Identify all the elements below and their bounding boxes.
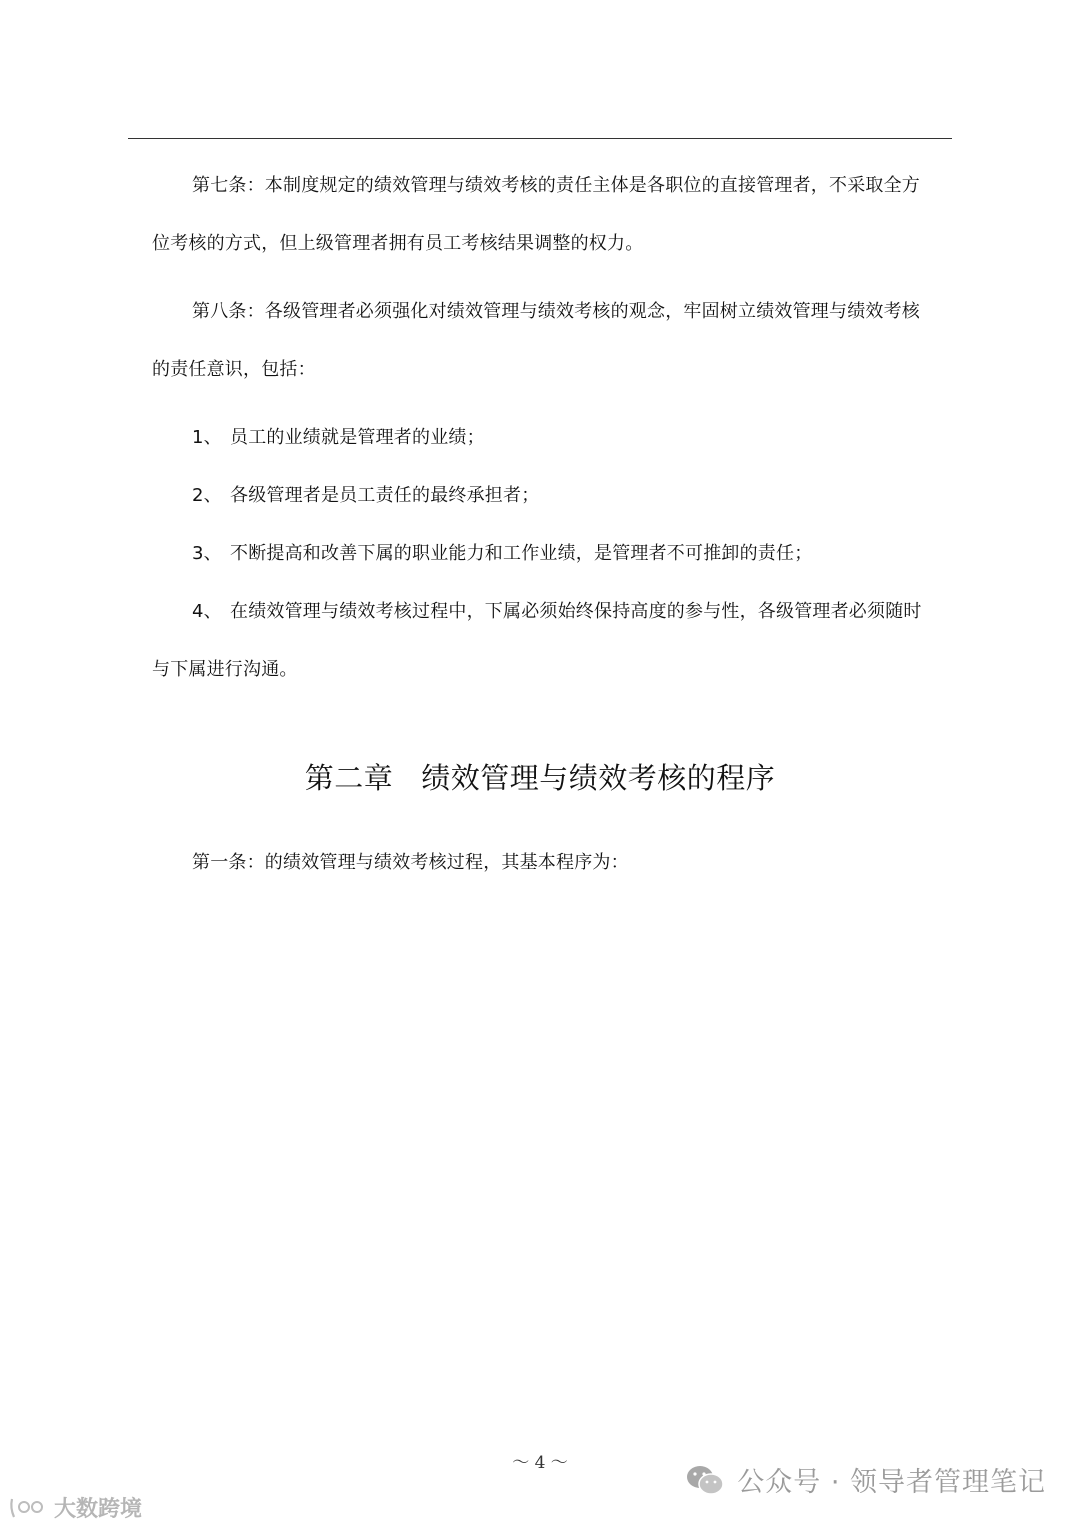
wechat-watermark <box>685 1460 1046 1499</box>
header-rule <box>128 138 952 139</box>
list-item <box>152 525 932 583</box>
list-item-number: 3、 <box>192 543 222 564</box>
chapter-title: 绩效管理与绩效考核的程序 <box>421 761 776 795</box>
list-item-number: 2、 <box>192 485 222 506</box>
list-item-number: 4、 <box>192 601 222 622</box>
article-8-paragraph: 第八条：各级管理者必须强化对绩效管理与绩效考核的观念，牢固树立绩效管理与绩效考核的责任意识，包括： <box>152 301 920 380</box>
bigdata-logo-icon <box>8 1495 48 1521</box>
article-1-paragraph: 第一条：的绩效管理与绩效考核过程，其基本程序为： <box>192 852 629 873</box>
list-item-text: 员工的业绩就是管理者的业绩； <box>230 427 485 448</box>
list-item-text: 不断提高和改善下属的职业能力和工作业绩，是管理者不可推卸的责任； <box>230 543 813 564</box>
list-item <box>152 409 932 467</box>
list-item-text: 在绩效管理与绩效考核过程中，下属必须始终保持高度的参与性，各级管理者必须随时与下属进行沟通。 <box>152 601 922 680</box>
list-item <box>152 467 932 525</box>
article-7-paragraph: 第七条：本制度规定的绩效管理与绩效考核的责任主体是各职位的直接管理者，不采取全方位考核的方式，但上级管理者拥有员工考核结果调整的权力。 <box>152 175 920 254</box>
list-item-number: 1、 <box>192 427 222 448</box>
wechat-account-text: 公众号 · 领导者管理笔记 <box>737 1467 1046 1498</box>
wechat-icon <box>685 1463 725 1497</box>
site-logo-text: 大数跨境 <box>54 1497 143 1522</box>
list-item-text: 各级管理者是员工责任的最终承担者； <box>230 485 540 506</box>
chapter-heading <box>0 756 1080 797</box>
list-item <box>152 583 932 699</box>
page-number: ～ 4 ～ <box>512 1453 568 1473</box>
chapter-number: 第二章 <box>304 761 394 795</box>
site-watermark <box>8 1492 142 1523</box>
